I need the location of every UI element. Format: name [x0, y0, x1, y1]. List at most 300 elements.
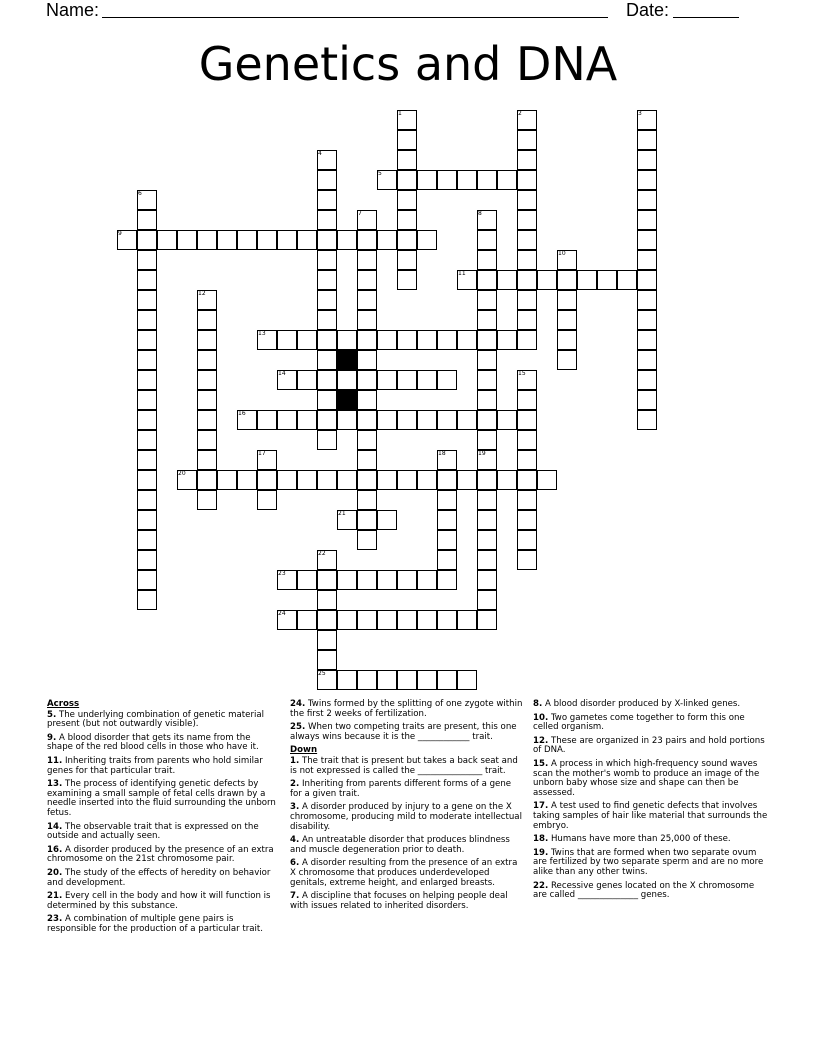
grid-cell[interactable]: [197, 430, 217, 450]
grid-cell[interactable]: [537, 270, 557, 290]
grid-cell[interactable]: [317, 650, 337, 670]
grid-cell[interactable]: [337, 230, 357, 250]
grid-cell[interactable]: [477, 310, 497, 330]
clue-number: 6.: [290, 858, 300, 869]
clue-text: The underlying combination of genetic material present (but not outwardly visible).: [47, 709, 265, 730]
clue-item: [47, 734, 279, 753]
grid-cell[interactable]: [517, 150, 537, 170]
grid-cell[interactable]: [517, 230, 537, 250]
grid-cell[interactable]: [417, 170, 437, 190]
grid-cell[interactable]: [457, 670, 477, 690]
grid-cell[interactable]: [357, 290, 377, 310]
grid-cell[interactable]: [477, 570, 497, 590]
grid-cell[interactable]: [277, 330, 297, 350]
grid-cell[interactable]: [317, 230, 337, 250]
grid-cell[interactable]: [517, 410, 537, 430]
clue-number: 12.: [533, 735, 549, 746]
grid-cell[interactable]: [177, 230, 197, 250]
grid-cell[interactable]: [337, 670, 357, 690]
grid-cell[interactable]: [397, 610, 417, 630]
grid-cell[interactable]: [137, 390, 157, 410]
grid-cell[interactable]: [397, 150, 417, 170]
grid-cell[interactable]: [517, 470, 537, 490]
grid-cell[interactable]: [437, 510, 457, 530]
clue-item: [47, 757, 279, 776]
grid-cell[interactable]: [337, 410, 357, 430]
grid-cell[interactable]: [137, 210, 157, 230]
grid-cell[interactable]: [137, 370, 157, 390]
clue-text: A discipline that focuses on helping people deal with issues related to inherited disorders.: [290, 891, 508, 911]
grid-cell[interactable]: [357, 670, 377, 690]
grid-cell[interactable]: [317, 610, 337, 630]
grid-cell[interactable]: [377, 330, 397, 350]
clue-column-2: [290, 700, 524, 915]
grid-cell[interactable]: [517, 510, 537, 530]
clue-number: 7.: [290, 891, 300, 902]
grid-cell[interactable]: [517, 390, 537, 410]
grid-cell[interactable]: [257, 230, 277, 250]
grid-cell[interactable]: [357, 350, 377, 370]
grid-cell[interactable]: [317, 210, 337, 230]
grid-cell[interactable]: [317, 310, 337, 330]
clue-item: [47, 780, 279, 818]
grid-cell[interactable]: [497, 330, 517, 350]
grid-cell[interactable]: [297, 330, 317, 350]
grid-cell[interactable]: [517, 170, 537, 190]
clue-number-label: 13: [258, 330, 266, 337]
grid-cell[interactable]: [397, 190, 417, 210]
clue-item: [47, 711, 279, 730]
grid-cell[interactable]: [417, 410, 437, 430]
clue-number: 16.: [47, 844, 63, 855]
grid-cell[interactable]: [197, 490, 217, 510]
grid-cell[interactable]: [137, 290, 157, 310]
clue-text: Recessive genes located on the X chromosome are called ______________ genes.: [533, 880, 755, 901]
grid-cell[interactable]: [457, 610, 477, 630]
grid-cell[interactable]: [377, 470, 397, 490]
grid-cell[interactable]: [417, 610, 437, 630]
grid-cell[interactable]: [377, 230, 397, 250]
grid-cell[interactable]: [437, 470, 457, 490]
grid-cell[interactable]: [477, 330, 497, 350]
grid-cell[interactable]: [617, 270, 637, 290]
clue-text: Twins formed by the splitting of one zygote within the first 2 weeks of fertilization.: [290, 699, 523, 719]
clue-item: [533, 700, 769, 710]
grid-cell[interactable]: [517, 270, 537, 290]
grid-cell[interactable]: [357, 250, 377, 270]
grid-cell[interactable]: [397, 210, 417, 230]
grid-cell[interactable]: [377, 410, 397, 430]
clue-number: 11.: [47, 755, 63, 766]
grid-cell[interactable]: [357, 330, 377, 350]
grid-cell[interactable]: [357, 530, 377, 550]
grid-cell[interactable]: [317, 410, 337, 430]
grid-cell[interactable]: [517, 330, 537, 350]
grid-cell[interactable]: [477, 350, 497, 370]
grid-cell[interactable]: [357, 230, 377, 250]
grid-cell[interactable]: [137, 330, 157, 350]
grid-cell[interactable]: [397, 250, 417, 270]
clue-number-label: 16: [238, 410, 246, 417]
clue-number: 24.: [290, 699, 306, 709]
grid-cell[interactable]: [477, 610, 497, 630]
grid-cell[interactable]: [337, 570, 357, 590]
grid-cell[interactable]: [457, 410, 477, 430]
grid-cell[interactable]: [317, 370, 337, 390]
grid-cell[interactable]: [317, 270, 337, 290]
grid-cell[interactable]: [477, 290, 497, 310]
grid-cell[interactable]: [217, 230, 237, 250]
clue-text: The trait that is present but takes a back seat and is not expressed is called the _______________ trait.: [290, 755, 518, 776]
clue-number-label: 19: [478, 450, 486, 457]
grid-cell[interactable]: [477, 430, 497, 450]
clue-number-label: 2: [518, 110, 522, 117]
grid-cell[interactable]: [477, 550, 497, 570]
grid-cell[interactable]: [517, 210, 537, 230]
grid-cell[interactable]: [637, 270, 657, 290]
clue-item: [47, 846, 279, 865]
grid-cell[interactable]: [557, 330, 577, 350]
grid-cell[interactable]: [457, 330, 477, 350]
grid-cell[interactable]: [597, 270, 617, 290]
grid-cell[interactable]: [317, 190, 337, 210]
grid-cell[interactable]: [277, 410, 297, 430]
grid-cell[interactable]: [377, 610, 397, 630]
grid-cell[interactable]: [437, 330, 457, 350]
grid-cell[interactable]: [357, 570, 377, 590]
grid-cell[interactable]: [577, 270, 597, 290]
grid-cell[interactable]: [637, 190, 657, 210]
grid-cell[interactable]: [137, 470, 157, 490]
clue-number-label: 8: [478, 210, 482, 217]
grid-cell[interactable]: [297, 570, 317, 590]
clue-number-label: 18: [438, 450, 446, 457]
clue-text: An untreatable disorder that produces blindness and muscle degeneration prior to death.: [290, 835, 510, 855]
grid-cell[interactable]: [377, 570, 397, 590]
grid-cell[interactable]: [397, 130, 417, 150]
grid-cell[interactable]: [197, 330, 217, 350]
grid-cell[interactable]: [137, 430, 157, 450]
grid-cell[interactable]: [357, 470, 377, 490]
clue-item: [533, 835, 769, 845]
grid-cell[interactable]: [517, 450, 537, 470]
clue-number: 17.: [533, 801, 549, 812]
grid-cell[interactable]: [137, 530, 157, 550]
clue-item: [47, 823, 279, 842]
clue-item: [533, 714, 769, 733]
grid-cell[interactable]: [477, 510, 497, 530]
grid-cell[interactable]: [517, 530, 537, 550]
grid-cell[interactable]: [137, 510, 157, 530]
grid-cell[interactable]: [157, 230, 177, 250]
grid-cell[interactable]: [417, 570, 437, 590]
grid-cell[interactable]: [317, 630, 337, 650]
grid-cell[interactable]: [497, 270, 517, 290]
grid-cell[interactable]: [197, 410, 217, 430]
grid-cell[interactable]: [477, 390, 497, 410]
clue-number: 19.: [533, 847, 549, 858]
page-title: Genetics and DNA: [198, 37, 618, 91]
clue-text: A blood disorder that gets its name from the shape of the red blood cells in those who have it.: [47, 732, 259, 753]
grid-cell[interactable]: [637, 310, 657, 330]
grid-cell[interactable]: [637, 370, 657, 390]
grid-cell[interactable]: [197, 470, 217, 490]
grid-cell[interactable]: [477, 530, 497, 550]
grid-cell[interactable]: [437, 610, 457, 630]
grid-cell[interactable]: [637, 170, 657, 190]
clue-column-1: [47, 700, 279, 938]
clue-column-3: [533, 700, 769, 905]
grid-cell[interactable]: [197, 370, 217, 390]
grid-cell[interactable]: [377, 370, 397, 390]
grid-cell[interactable]: [557, 310, 577, 330]
grid-cell[interactable]: [137, 310, 157, 330]
grid-cell[interactable]: [517, 430, 537, 450]
grid-cell[interactable]: [477, 170, 497, 190]
clue-text: The process of identifying genetic defects by examining a small sample of fetal cells drawn by a needle inserted into the fluid surrounding the unborn fetus.: [47, 779, 276, 818]
grid-cell[interactable]: [637, 350, 657, 370]
grid-cell[interactable]: [317, 570, 337, 590]
grid-cell[interactable]: [357, 390, 377, 410]
clue-text: A process in which high-frequency sound waves scan the mother's womb to produce an image of the unborn baby whose size and shape can then be assessed.: [533, 758, 760, 798]
grid-cell[interactable]: [357, 510, 377, 530]
clue-number: 14.: [47, 821, 63, 832]
grid-cell[interactable]: [377, 670, 397, 690]
grid-cell[interactable]: [317, 250, 337, 270]
grid-cell[interactable]: [477, 490, 497, 510]
clue-item: [47, 869, 279, 888]
clue-number-label: 7: [358, 210, 362, 217]
grid-cell[interactable]: [477, 470, 497, 490]
grid-cell[interactable]: [417, 470, 437, 490]
grid-cell[interactable]: [517, 550, 537, 570]
grid-cell[interactable]: [277, 230, 297, 250]
clue-number: 9.: [47, 732, 57, 743]
grid-cell[interactable]: [257, 410, 277, 430]
blocked-cell: [337, 350, 357, 370]
grid-cell[interactable]: [357, 410, 377, 430]
grid-cell[interactable]: [357, 310, 377, 330]
grid-cell[interactable]: [137, 410, 157, 430]
grid-cell[interactable]: [317, 350, 337, 370]
grid-cell[interactable]: [337, 370, 357, 390]
grid-cell[interactable]: [437, 670, 457, 690]
blocked-cell: [337, 390, 357, 410]
clue-text: Two gametes come together to form this one celled organism.: [533, 712, 745, 733]
grid-cell[interactable]: [137, 550, 157, 570]
grid-cell[interactable]: [257, 470, 277, 490]
grid-cell[interactable]: [357, 610, 377, 630]
grid-cell[interactable]: [197, 450, 217, 470]
clue-item: [533, 802, 769, 831]
grid-cell[interactable]: [357, 270, 377, 290]
grid-cell[interactable]: [397, 570, 417, 590]
grid-cell[interactable]: [477, 410, 497, 430]
grid-cell[interactable]: [317, 390, 337, 410]
grid-cell[interactable]: [437, 550, 457, 570]
grid-cell[interactable]: [517, 130, 537, 150]
grid-cell[interactable]: [637, 250, 657, 270]
grid-cell[interactable]: [417, 370, 437, 390]
clue-item: [533, 882, 769, 901]
grid-cell[interactable]: [557, 350, 577, 370]
grid-cell[interactable]: [437, 370, 457, 390]
grid-cell[interactable]: [277, 470, 297, 490]
clue-number: 1.: [290, 755, 300, 766]
grid-cell[interactable]: [357, 370, 377, 390]
grid-cell[interactable]: [377, 510, 397, 530]
grid-cell[interactable]: [637, 330, 657, 350]
clue-item: [533, 737, 769, 756]
grid-cell[interactable]: [397, 470, 417, 490]
clue-number-label: 3: [638, 110, 642, 117]
grid-cell[interactable]: [197, 390, 217, 410]
grid-cell[interactable]: [317, 330, 337, 350]
clue-item: [533, 760, 769, 798]
grid-cell[interactable]: [397, 370, 417, 390]
date-label: Date:: [626, 0, 670, 20]
clue-section-heading: Down: [290, 745, 318, 756]
grid-cell[interactable]: [437, 530, 457, 550]
clue-number-label: 25: [318, 670, 326, 677]
clue-number: 3.: [290, 802, 300, 813]
clue-number: 2.: [290, 779, 300, 790]
grid-cell[interactable]: [137, 450, 157, 470]
grid-cell[interactable]: [417, 230, 437, 250]
grid-cell[interactable]: [257, 490, 277, 510]
grid-cell[interactable]: [137, 230, 157, 250]
clue-number-label: 12: [198, 290, 206, 297]
grid-cell[interactable]: [337, 470, 357, 490]
grid-cell[interactable]: [517, 490, 537, 510]
grid-cell[interactable]: [237, 230, 257, 250]
grid-cell[interactable]: [197, 310, 217, 330]
grid-cell[interactable]: [477, 250, 497, 270]
clue-item: [290, 892, 524, 911]
grid-cell[interactable]: [417, 330, 437, 350]
grid-cell[interactable]: [357, 490, 377, 510]
grid-cell[interactable]: [197, 350, 217, 370]
grid-cell[interactable]: [297, 470, 317, 490]
grid-cell[interactable]: [637, 130, 657, 150]
grid-cell[interactable]: [397, 330, 417, 350]
clue-number-label: 11: [458, 270, 466, 277]
grid-cell[interactable]: [197, 230, 217, 250]
grid-cell[interactable]: [397, 670, 417, 690]
clue-number: 23.: [47, 914, 63, 925]
grid-cell[interactable]: [317, 470, 337, 490]
grid-cell[interactable]: [437, 570, 457, 590]
grid-cell[interactable]: [397, 410, 417, 430]
grid-cell[interactable]: [537, 470, 557, 490]
grid-cell[interactable]: [557, 270, 577, 290]
grid-cell[interactable]: [517, 190, 537, 210]
grid-cell[interactable]: [297, 370, 317, 390]
clue-number-label: 9: [118, 230, 122, 237]
grid-cell[interactable]: [637, 390, 657, 410]
clue-text: Inheriting from parents different forms of a gene for a given trait.: [290, 779, 512, 799]
grid-cell[interactable]: [317, 430, 337, 450]
grid-cell[interactable]: [137, 350, 157, 370]
grid-cell[interactable]: [297, 610, 317, 630]
grid-cell[interactable]: [637, 230, 657, 250]
grid-cell[interactable]: [137, 250, 157, 270]
grid-cell[interactable]: [477, 590, 497, 610]
grid-cell[interactable]: [557, 290, 577, 310]
grid-cell[interactable]: [357, 430, 377, 450]
clue-number: 25.: [290, 722, 306, 733]
grid-cell[interactable]: [637, 210, 657, 230]
grid-cell[interactable]: [457, 170, 477, 190]
grid-cell[interactable]: [237, 470, 257, 490]
grid-cell[interactable]: [397, 230, 417, 250]
clue-number-label: 6: [138, 190, 142, 197]
clue-item: [290, 780, 524, 799]
grid-cell[interactable]: [317, 170, 337, 190]
clue-text: Every cell in the body and how it will function is determined by this substance.: [47, 891, 271, 911]
grid-cell[interactable]: [137, 590, 157, 610]
grid-cell[interactable]: [357, 450, 377, 470]
grid-cell[interactable]: [477, 370, 497, 390]
grid-cell[interactable]: [317, 290, 337, 310]
grid-cell[interactable]: [137, 490, 157, 510]
grid-cell[interactable]: [397, 270, 417, 290]
clue-text: Inheriting traits from parents who hold similar genes for that particular trait.: [47, 755, 263, 776]
grid-cell[interactable]: [437, 410, 457, 430]
clue-item: [47, 915, 279, 934]
clue-number: 15.: [533, 758, 549, 769]
grid-cell[interactable]: [637, 290, 657, 310]
clue-text: A disorder resulting from the presence of an extra X chromosome that produces underdeveloped genitals, extreme height, and enlarged breasts.: [290, 858, 518, 888]
clue-text: These are organized in 23 pairs and hold portions of DNA.: [533, 735, 765, 756]
grid-cell[interactable]: [477, 230, 497, 250]
clue-number: 13.: [47, 779, 63, 790]
clue-section-heading: Across: [47, 699, 80, 709]
grid-cell[interactable]: [337, 610, 357, 630]
grid-cell[interactable]: [217, 470, 237, 490]
grid-cell[interactable]: [497, 170, 517, 190]
grid-cell[interactable]: [317, 590, 337, 610]
clue-number-label: 24: [278, 610, 286, 617]
grid-cell[interactable]: [637, 410, 657, 430]
grid-cell[interactable]: [337, 330, 357, 350]
grid-cell[interactable]: [517, 310, 537, 330]
grid-cell[interactable]: [477, 270, 497, 290]
grid-cell[interactable]: [457, 470, 477, 490]
clue-item: [290, 757, 524, 776]
clue-number-label: 1: [398, 110, 402, 117]
clue-number: 21.: [47, 891, 63, 902]
grid-cell[interactable]: [517, 250, 537, 270]
clue-number: 18.: [533, 834, 549, 845]
grid-cell[interactable]: [637, 150, 657, 170]
grid-cell[interactable]: [517, 290, 537, 310]
grid-cell[interactable]: [497, 470, 517, 490]
clue-number: 10.: [533, 712, 549, 723]
clue-text: A disorder produced by the presence of an extra chromosome on the 21st chromosome pair.: [47, 844, 274, 865]
grid-cell[interactable]: [437, 170, 457, 190]
grid-cell[interactable]: [397, 170, 417, 190]
grid-cell[interactable]: [137, 570, 157, 590]
grid-cell[interactable]: [497, 410, 517, 430]
grid-cell[interactable]: [297, 410, 317, 430]
grid-cell[interactable]: [437, 490, 457, 510]
grid-cell[interactable]: [137, 270, 157, 290]
clue-item: [290, 723, 524, 742]
grid-cell[interactable]: [417, 670, 437, 690]
clue-number: 4.: [290, 835, 300, 846]
grid-cell[interactable]: [297, 230, 317, 250]
